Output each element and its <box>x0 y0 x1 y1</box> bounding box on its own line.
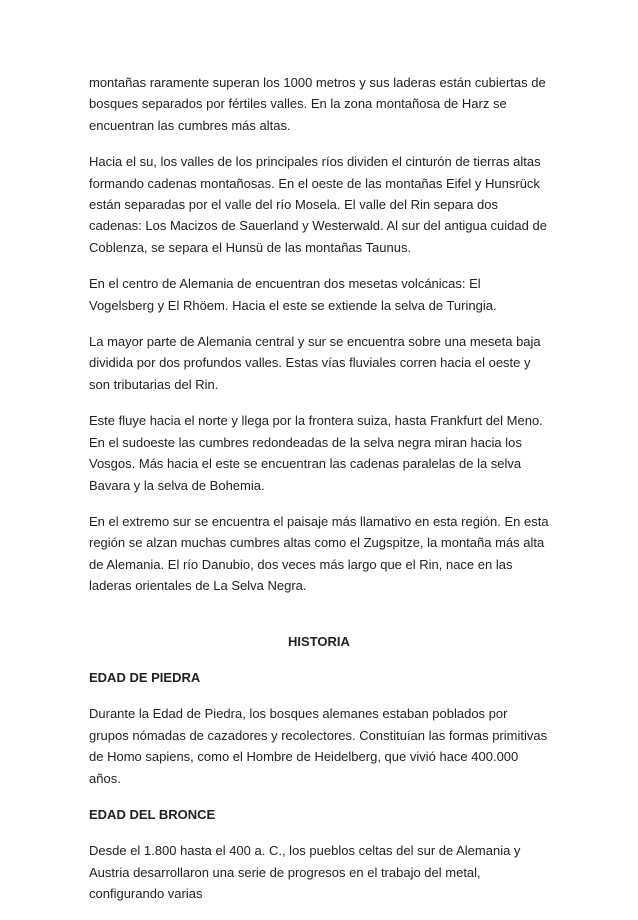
paragraph-central-germany: En el centro de Alemania de encuentran dos mesetas volcánicas: El Vogelsberg y El Rhöem. Hacia el este se extiende la selva de Turingia. <box>89 276 497 313</box>
heading-edad-de-piedra: EDAD DE PIEDRA <box>89 669 201 685</box>
paragraph-edad-de-piedra: Durante la Edad de Piedra, los bosques alemanes estaban poblados por grupos nómadas de cazadores y recolectores. Constituían las formas primitivas de Homo sapiens, como el Hombre de Heidelberg, que vivió hace 400.000 años. <box>89 706 548 786</box>
heading-edad-del-bronce: EDAD DEL BRONCE <box>89 806 216 822</box>
paragraph-plateau: La mayor parte de Alemania central y sur se encuentra sobre una meseta baja dividida por dos profundos valles. Estas vías fluviales corren hacia el oeste y son tributarias del Rin. <box>89 334 541 392</box>
paragraph-south: En el extremo sur se encuentra el paisaje más llamativo en esta región. En esta región se alzan muchas cumbres altas como el Zugspitze, la montaña más alta de Alemania. El río Danubio, dos veces más largo que el Rin, nace en las laderas orientales de La Selva Negra. <box>89 513 549 594</box>
paragraph-edad-del-bronce: Desde el 1.800 hasta el 400 a. C., los pueblos celtas del sur de Alemania y Austria desarrollaron una serie de progresos en el trabajo del metal, configurando varias <box>89 843 521 902</box>
paragraph-valleys: Hacia el su, los valles de los principales ríos dividen el cinturón de tierras altas formando cadenas montañosas. En el oeste de las montañas Eifel y Hunsrück están separadas por el valle del río Mosela. El valle del Rin separa dos cadenas: Los Macizos de Sauerland y Westerwald. Al sur del antigua cuidad de Coblenza, se separa el Hunsü de las montañas Taunus. <box>89 154 547 255</box>
document-page <box>89 72 549 920</box>
section-title-historia: HISTORIA <box>288 633 350 649</box>
paragraph-mountains: montañas raramente superan los 1000 metros y sus laderas están cubiertas de bosques separados por fértiles valles. En la zona montañosa de Harz se encuentran las cumbres más altas. <box>89 75 546 133</box>
paragraph-rhine: Este fluye hacia el norte y llega por la frontera suiza, hasta Frankfurt del Meno. En el sudoeste las cumbres redondeadas de la selva negra miran hacia los Vosgos. Más hacia el este se encuentran las cadenas paralelas de la selva Bavara y la selva de Bohemia. <box>89 413 543 493</box>
